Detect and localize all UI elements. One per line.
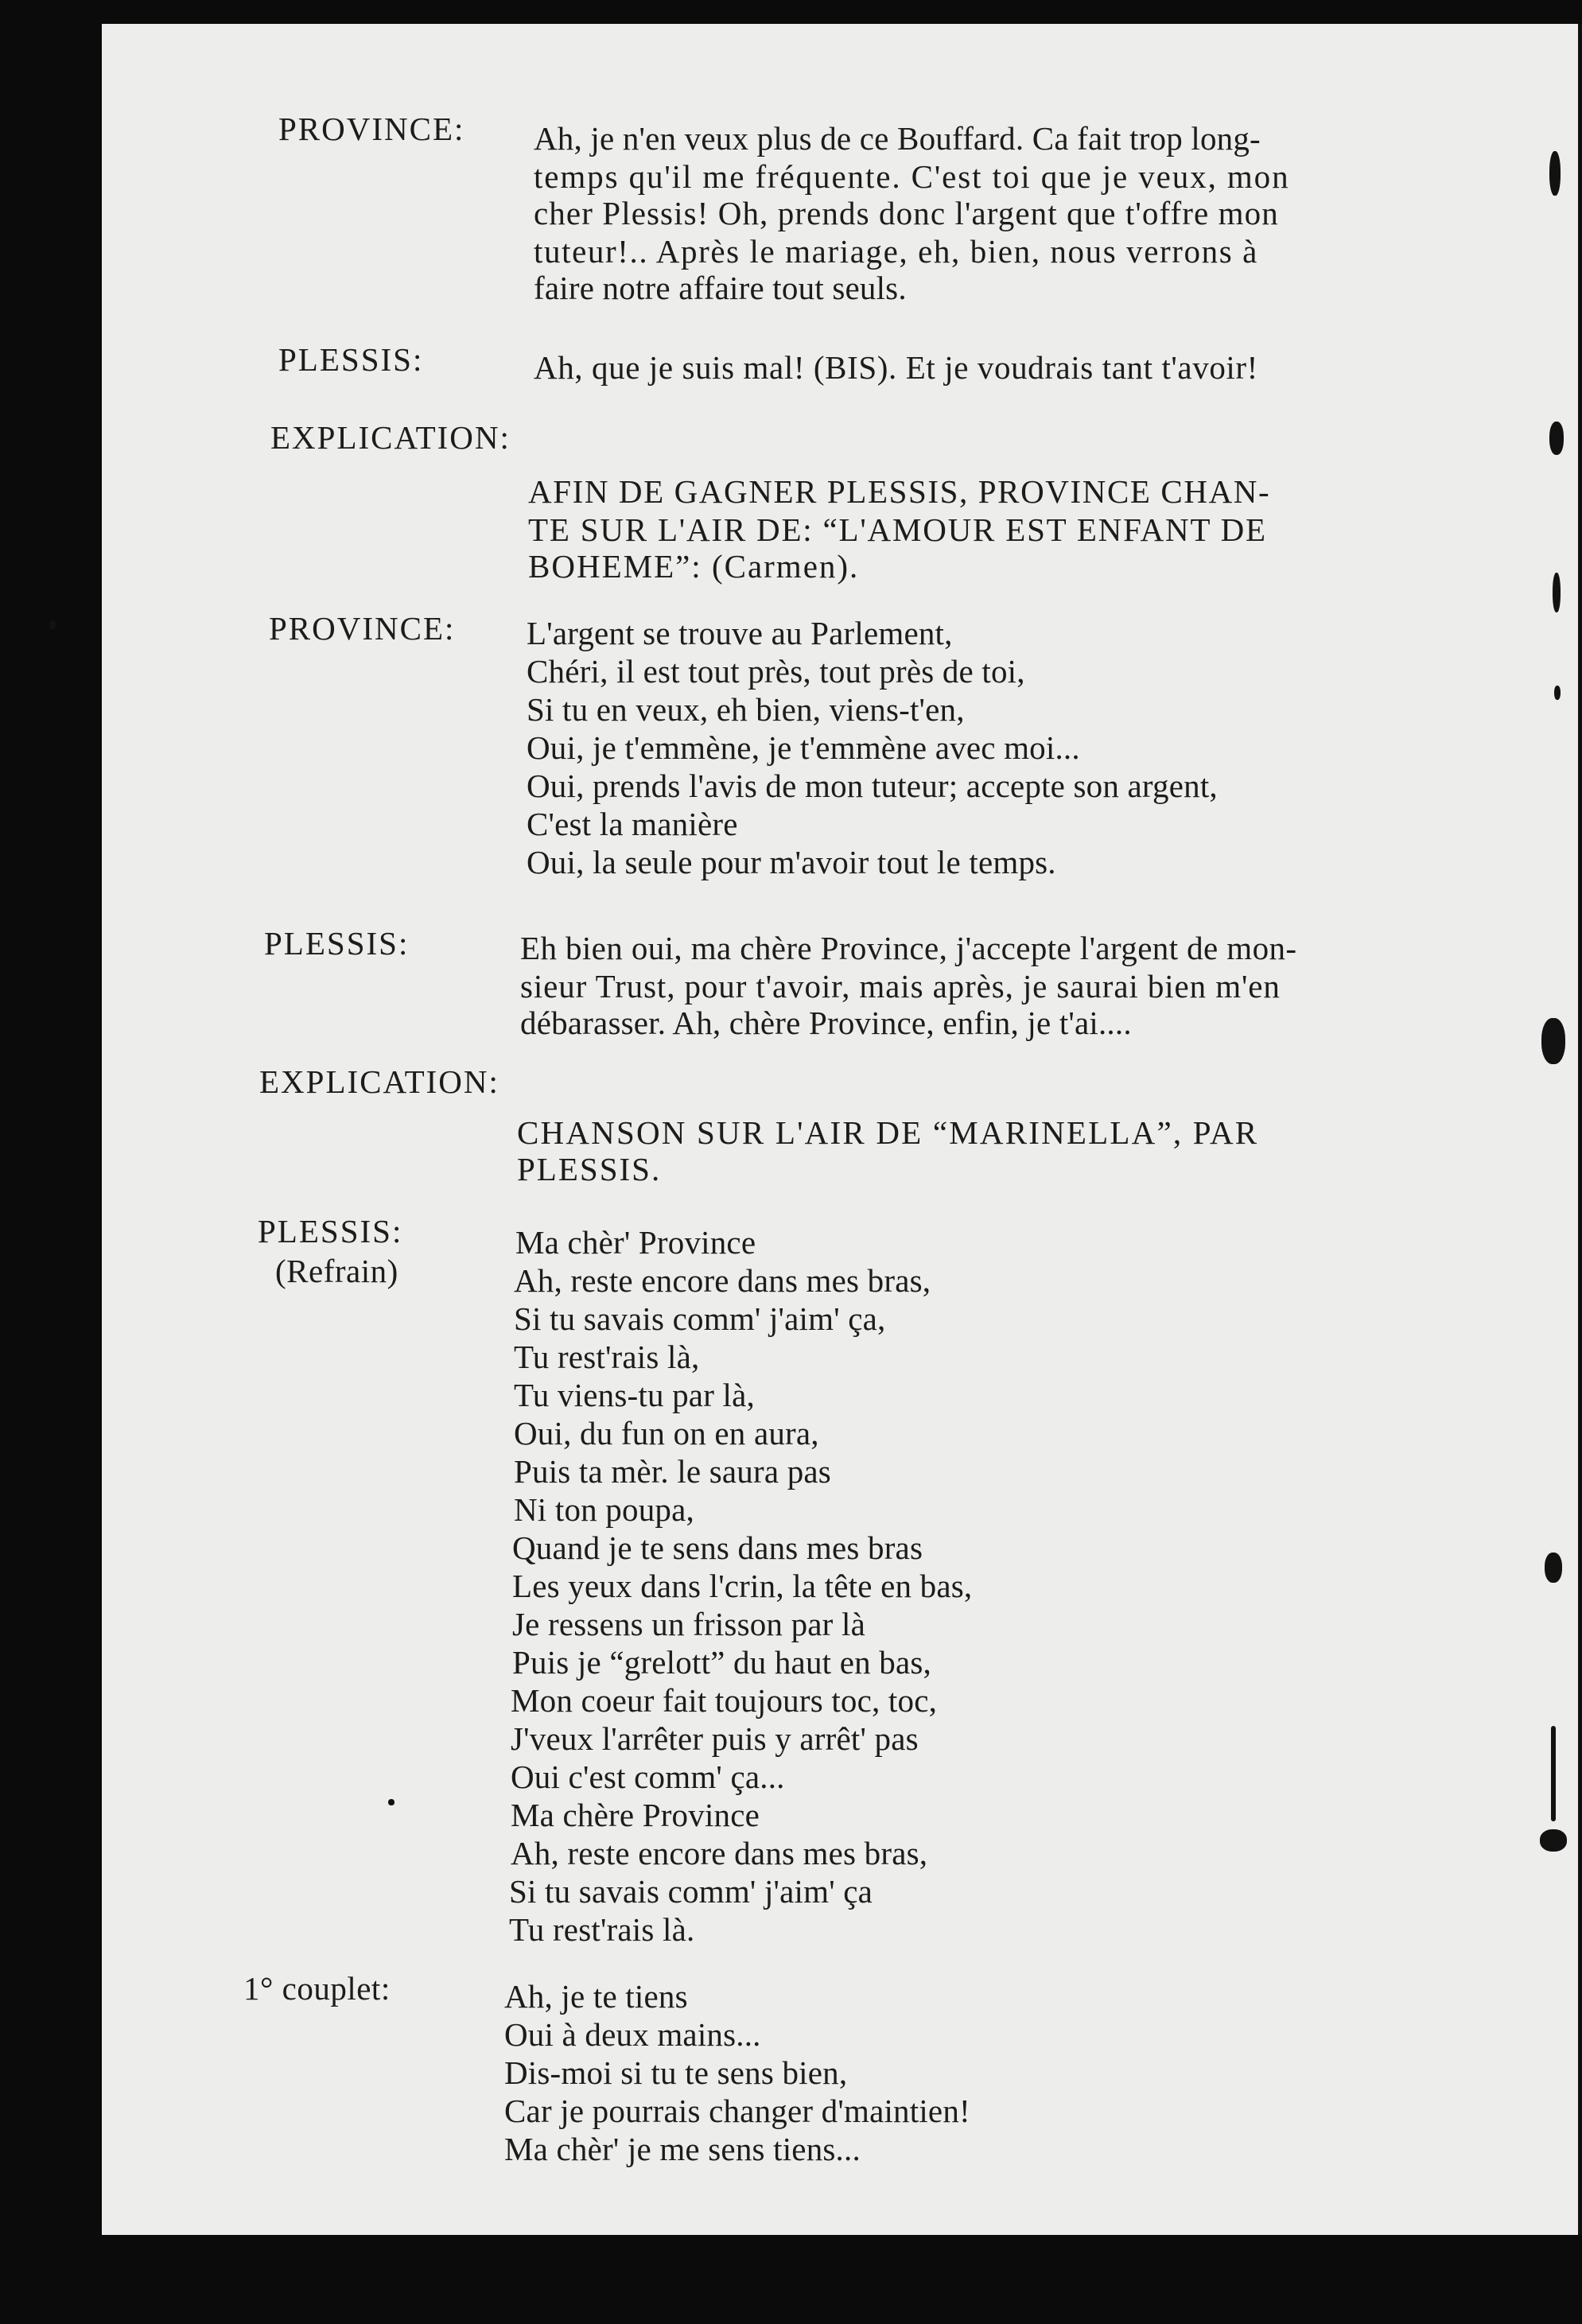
lyric-line: Ma chère Province <box>511 1797 760 1833</box>
explication-line: CHANSON SUR L'AIR DE “MARINELLA”, PAR <box>517 1114 1259 1151</box>
lyric-line: Quand je te sens dans mes bras <box>512 1529 923 1566</box>
lyric-line: Oui à deux mains... <box>504 2016 761 2053</box>
lyric-line: C'est la manière <box>527 806 738 842</box>
scan-mark <box>1549 422 1564 455</box>
explication-line: BOHEME”: (Carmen). <box>528 548 860 585</box>
lyric-line: Puis je “grelott” du haut en bas, <box>512 1644 931 1681</box>
speaker-label: PLESSIS: <box>264 925 410 962</box>
scan-mark <box>1545 1553 1562 1583</box>
scan-mark <box>1553 573 1561 612</box>
dialogue-line: sieur Trust, pour t'avoir, mais après, je saurai bien m'en <box>520 968 1281 1005</box>
lyric-line: Les yeux dans l'crin, la tête en bas, <box>512 1568 973 1604</box>
dialogue-line: cher Plessis! Oh, prends donc l'argent que t'offre mon <box>534 195 1279 231</box>
lyric-line: Mon coeur fait toujours toc, toc, <box>511 1682 938 1719</box>
lyric-line: Je ressens un frisson par là <box>512 1606 865 1642</box>
lyric-line: Si tu savais comm' j'aim' ça, <box>514 1300 886 1337</box>
lyric-line: Si tu savais comm' j'aim' ça <box>509 1873 873 1910</box>
explication-line: AFIN DE GAGNER PLESSIS, PROVINCE CHAN- <box>528 473 1271 510</box>
lyric-line: Oui, du fun on en aura, <box>514 1415 819 1452</box>
lyric-line: Oui, la seule pour m'avoir tout le temps. <box>527 844 1056 880</box>
scan-mark <box>1554 686 1561 700</box>
lyric-line: Puis ta mèr. le saura pas <box>514 1453 831 1490</box>
scan-mark <box>388 1799 395 1805</box>
speaker-label: EXPLICATION: <box>270 419 511 456</box>
speaker-label: PLESSIS: <box>258 1213 403 1249</box>
lyric-line: Oui c'est comm' ça... <box>511 1759 785 1795</box>
dialogue-line: temps qu'il me fréquente. C'est toi que je veux, mon <box>534 158 1290 195</box>
speaker-label: PROVINCE: <box>269 610 456 647</box>
lyric-line: Tu rest'rais là. <box>509 1911 695 1948</box>
document-page <box>102 24 1582 2235</box>
scan-mark <box>1551 1726 1556 1821</box>
lyric-line: Ni ton poupa, <box>514 1491 694 1528</box>
lyric-line: J'veux l'arrêter puis y arrêt' pas <box>511 1720 919 1757</box>
lyric-line: Oui, je t'emmène, je t'emmène avec moi... <box>527 729 1080 766</box>
dialogue-line: Eh bien oui, ma chère Province, j'accepte l'argent de mon- <box>520 930 1297 966</box>
lyric-line: Ah, reste encore dans mes bras, <box>511 1835 928 1871</box>
dialogue-line: tuteur!.. Après le mariage, eh, bien, nous verrons à <box>534 233 1258 270</box>
dialogue-line: Ah, je n'en veux plus de ce Bouffard. Ca fait trop long- <box>534 120 1261 157</box>
speaker-note: (Refrain) <box>275 1253 398 1289</box>
dialogue-line: débarasser. Ah, chère Province, enfin, je t'ai.... <box>520 1005 1132 1041</box>
speaker-label: PLESSIS: <box>278 341 424 378</box>
lyric-line: L'argent se trouve au Parlement, <box>527 615 953 651</box>
scan-mark <box>1540 1829 1567 1852</box>
explication-line: PLESSIS. <box>517 1151 662 1187</box>
lyric-line: Car je pourrais changer d'maintien! <box>504 2093 970 2129</box>
lyric-line: Ah, je te tiens <box>504 1978 688 2015</box>
lyric-line: Si tu en veux, eh bien, viens-t'en, <box>527 691 965 728</box>
lyric-line: Ma chèr' Province <box>515 1224 756 1261</box>
speaker-label: EXPLICATION: <box>259 1063 499 1100</box>
lyric-line: Ah, reste encore dans mes bras, <box>514 1262 931 1299</box>
lyric-line: Dis-moi si tu te sens bien, <box>504 2054 848 2091</box>
lyric-line: Tu rest'rais là, <box>514 1339 700 1375</box>
lyric-line: Ma chèr' je me sens tiens... <box>504 2131 861 2167</box>
explication-line: TE SUR L'AIR DE: “L'AMOUR EST ENFANT DE <box>528 511 1267 548</box>
scan-mark <box>1541 1018 1565 1064</box>
lyric-line: Chéri, il est tout près, tout près de toi, <box>527 653 1025 690</box>
scan-mark <box>1549 151 1561 196</box>
dialogue-line: Ah, que je suis mal! (BIS). Et je voudrais tant t'avoir! <box>534 349 1258 386</box>
script-content <box>102 24 1578 2235</box>
dialogue-line: faire notre affaire tout seuls. <box>534 270 907 306</box>
speaker-label: 1° couplet: <box>243 1970 391 2007</box>
lyric-line: Oui, prends l'avis de mon tuteur; accepte son argent, <box>527 768 1218 804</box>
lyric-line: Tu viens-tu par là, <box>514 1377 755 1413</box>
scan-mark <box>49 620 56 630</box>
speaker-label: PROVINCE: <box>278 111 465 147</box>
